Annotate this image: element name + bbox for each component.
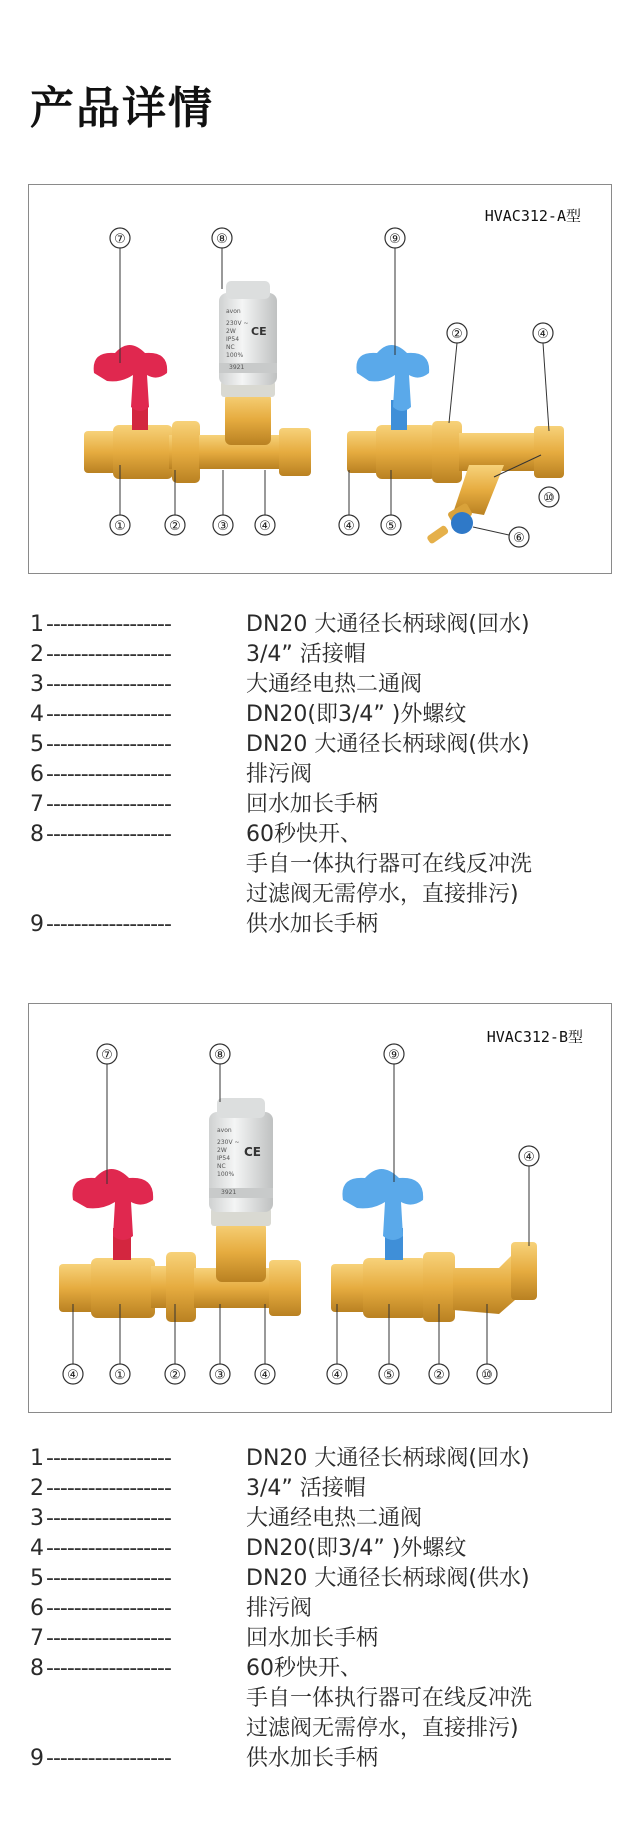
actuator-spec-3: IP54 <box>226 336 240 343</box>
legend-a-row-6: 6 ------------------ 排污阀 <box>30 762 313 787</box>
legend-b-row-5: 5 ------------------ DN20 大通径长柄球阀(供水) <box>30 1566 530 1591</box>
legend-b-row-2: 2 ------------------ 3/4” 活接帽 <box>30 1476 366 1501</box>
callout-4 <box>255 515 275 535</box>
legend-a-row-3: 3 ------------------ 大通经电热二通阀 <box>30 672 423 697</box>
svg-text:④: ④ <box>537 327 549 342</box>
svg-text:④: ④ <box>523 1150 535 1165</box>
callout-b-4 <box>255 1364 275 1384</box>
supply-valve-assembly-b <box>331 1169 537 1322</box>
legend-b-row-9: 9 ------------------ 供水加长手柄 <box>30 1746 379 1771</box>
actuator-brand-b: avon <box>217 1127 232 1134</box>
callout-4-right <box>339 515 359 535</box>
svg-text:④: ④ <box>331 1368 343 1383</box>
callout-b-9 <box>384 1044 404 1064</box>
legend-b-row-8-cont-2: 过滤阀无需停水，直接排污) <box>246 1716 519 1741</box>
svg-text:⑦: ⑦ <box>114 232 126 247</box>
supply-valve-assembly <box>347 345 564 545</box>
diagram-b-panel <box>28 1003 612 1413</box>
legend-a-row-4: 4 ------------------ DN20(即3/4” )外螺纹 <box>30 702 467 727</box>
svg-text:④: ④ <box>343 519 355 534</box>
svg-text:⑧: ⑧ <box>214 1048 226 1063</box>
legend-b <box>30 1444 620 1774</box>
actuator-code: 3921 <box>229 364 245 371</box>
svg-text:①: ① <box>114 519 126 534</box>
actuator-brand: avon <box>226 308 241 315</box>
callout-b-4-left <box>63 1364 83 1384</box>
actuator-spec-1-b: 230V ~ <box>217 1139 240 1146</box>
svg-text:⑨: ⑨ <box>389 232 401 247</box>
legend-a <box>30 610 620 940</box>
svg-text:CE: CE <box>244 1145 262 1159</box>
actuator-spec-5: 100% <box>226 352 244 359</box>
legend-b-row-4: 4 ------------------ DN20(即3/4” )外螺纹 <box>30 1536 467 1561</box>
svg-text:⑤: ⑤ <box>383 1368 395 1383</box>
legend-a-row-5: 5 ------------------ DN20 大通径长柄球阀(供水) <box>30 732 530 757</box>
svg-text:②: ② <box>169 1368 181 1383</box>
svg-text:⑦: ⑦ <box>101 1048 113 1063</box>
svg-text:CE: CE <box>251 325 267 338</box>
callout-5 <box>381 515 401 535</box>
callout-b-10 <box>477 1364 497 1384</box>
callout-b-4-upper <box>519 1146 539 1166</box>
svg-text:②: ② <box>169 519 181 534</box>
actuator-spec-2: 2W <box>226 328 236 335</box>
legend-b-row-1: 1 ------------------ DN20 大通径长柄球阀(回水) <box>30 1446 530 1471</box>
legend-a-row-2: 2 ------------------ 3/4” 活接帽 <box>30 642 366 667</box>
svg-text:②: ② <box>451 327 463 342</box>
callout-3 <box>213 515 233 535</box>
legend-a-row-7: 7 ------------------ 回水加长手柄 <box>30 792 379 817</box>
legend-a-row-8-cont-1: 手自一体执行器可在线反冲洗 <box>246 852 533 877</box>
model-label-b: HVAC312-B型 <box>486 1028 583 1046</box>
legend-b-row-8-cont-1: 手自一体执行器可在线反冲洗 <box>246 1686 533 1711</box>
actuator-spec-3-b: IP54 <box>217 1155 231 1162</box>
callout-b-4-right <box>327 1364 347 1384</box>
svg-text:③: ③ <box>217 519 229 534</box>
callout-1 <box>110 515 130 535</box>
callout-4-upper <box>533 323 553 343</box>
svg-text:③: ③ <box>214 1368 226 1383</box>
actuator-spec-4: NC <box>226 344 235 351</box>
svg-text:⑩: ⑩ <box>481 1368 493 1383</box>
callout-2 <box>165 515 185 535</box>
callout-8 <box>212 228 232 248</box>
diagram-a-panel <box>28 184 612 574</box>
valve-diagram-a <box>29 185 613 575</box>
callout-b-2 <box>165 1364 185 1384</box>
actuator-spec-4-b: NC <box>217 1163 226 1170</box>
legend-a-row-9: 9 ------------------ 供水加长手柄 <box>30 912 379 937</box>
callout-b-1 <box>110 1364 130 1384</box>
svg-text:⑤: ⑤ <box>385 519 397 534</box>
callout-2-upper <box>447 323 467 343</box>
legend-a-row-1: 1 ------------------ DN20 大通径长柄球阀(回水) <box>30 612 530 637</box>
callout-b-3 <box>210 1364 230 1384</box>
actuator-spec-5-b: 100% <box>217 1171 235 1178</box>
valve-diagram-b <box>29 1004 613 1414</box>
callout-6 <box>509 527 529 547</box>
svg-text:⑥: ⑥ <box>513 531 525 546</box>
callout-7 <box>110 228 130 248</box>
svg-text:⑧: ⑧ <box>216 232 228 247</box>
callout-b-2-right <box>429 1364 449 1384</box>
return-valve-assembly <box>84 281 311 483</box>
legend-b-row-8: 8 ------------------ 60秒快开、 <box>30 1656 362 1681</box>
callout-10 <box>539 487 559 507</box>
svg-text:⑩: ⑩ <box>543 491 555 506</box>
svg-text:④: ④ <box>259 519 271 534</box>
actuator-spec-1: 230V ~ <box>226 320 249 327</box>
actuator-spec-2-b: 2W <box>217 1147 227 1154</box>
legend-a-row-8: 8 ------------------ 60秒快开、 <box>30 822 362 847</box>
legend-b-row-7: 7 ------------------ 回水加长手柄 <box>30 1626 379 1651</box>
svg-text:①: ① <box>114 1368 126 1383</box>
model-label-a: HVAC312-A型 <box>484 207 581 225</box>
svg-text:⑨: ⑨ <box>388 1048 400 1063</box>
svg-text:②: ② <box>433 1368 445 1383</box>
svg-text:④: ④ <box>259 1368 271 1383</box>
callout-b-8 <box>210 1044 230 1064</box>
legend-b-row-3: 3 ------------------ 大通经电热二通阀 <box>30 1506 423 1531</box>
callout-9 <box>385 228 405 248</box>
callout-b-7 <box>97 1044 117 1064</box>
actuator-code-b: 3921 <box>221 1189 237 1196</box>
callout-b-5 <box>379 1364 399 1384</box>
return-valve-assembly-b <box>59 1098 301 1322</box>
svg-text:④: ④ <box>67 1368 79 1383</box>
legend-a-row-8-cont-2: 过滤阀无需停水，直接排污) <box>246 882 519 907</box>
page-title: 产品详情 <box>30 83 214 134</box>
legend-b-row-6: 6 ------------------ 排污阀 <box>30 1596 313 1621</box>
